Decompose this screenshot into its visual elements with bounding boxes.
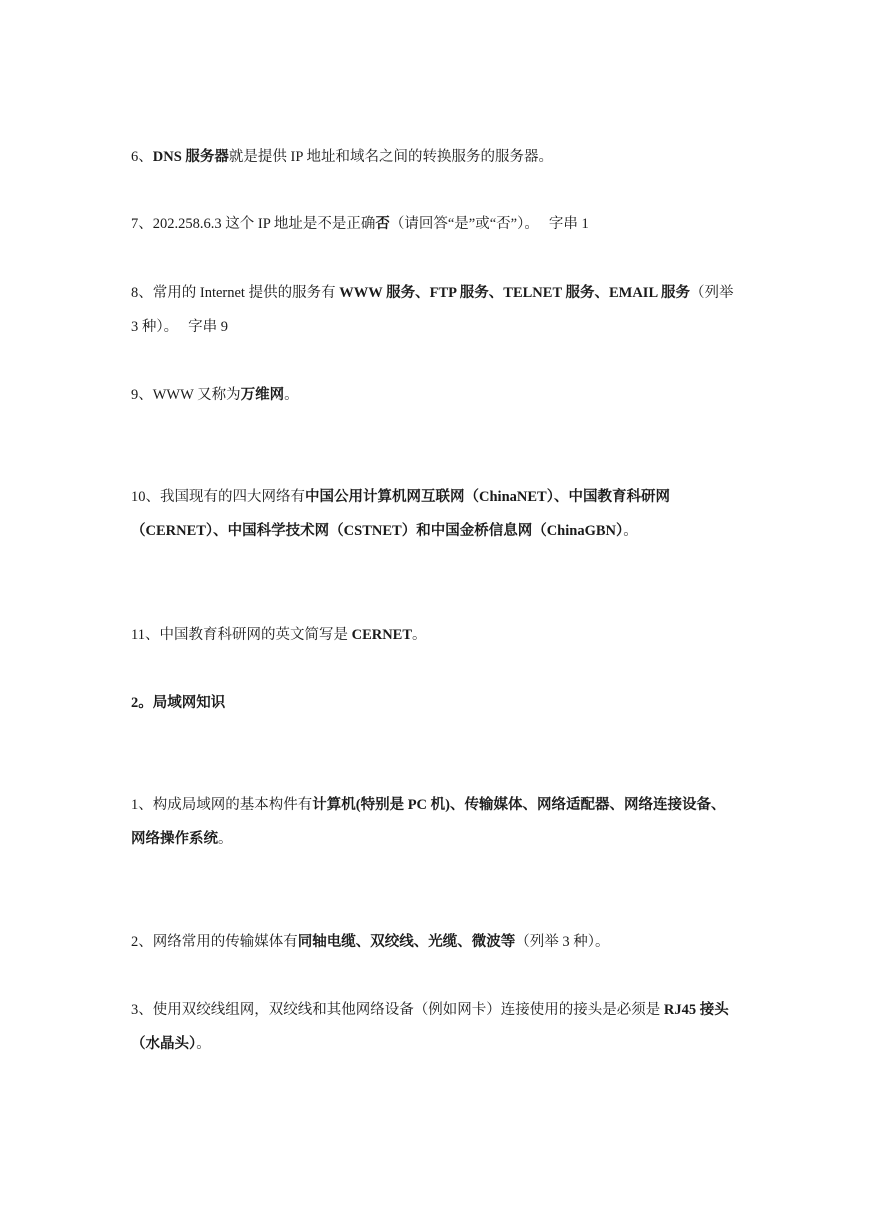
answer-text: RJ45 接头（水晶头） bbox=[131, 1002, 729, 1052]
item-11-cernet bbox=[131, 618, 739, 652]
item-1-lan-components bbox=[131, 788, 739, 856]
item-text: 11、中国教育科研网的英文简写是 bbox=[131, 627, 352, 643]
item-text: （请回答“是”或“否”）。 bbox=[389, 216, 539, 232]
item-text: 9、WWW 又称为 bbox=[131, 387, 241, 403]
item-8-internet-services bbox=[131, 276, 739, 344]
watermark-text: 字串 9 bbox=[188, 319, 228, 335]
item-text: 2、网络常用的传输媒体有 bbox=[131, 934, 298, 950]
answer-text: DNS 服务器 bbox=[152, 149, 229, 165]
watermark-text: 字串 1 bbox=[548, 216, 589, 232]
item-2-transmission-media bbox=[131, 925, 739, 959]
answer-text: 中国公用计算机网互联网（ChinaNET）、中国教育科研网（CERNET）、中国科学技术网（CSTNET）和中国金桥信息网（ChinaGBN） bbox=[131, 489, 670, 539]
item-7-ip-address bbox=[131, 207, 739, 241]
item-text: 。 bbox=[218, 831, 233, 847]
section-heading-lan bbox=[131, 686, 739, 720]
item-text: 1、构成局域网的基本构件有 bbox=[131, 797, 313, 813]
item-3-rj45 bbox=[131, 993, 739, 1061]
item-text: 7、202.258.6.3 这个 IP 地址是不是正确 bbox=[131, 216, 376, 232]
item-text: 。 bbox=[623, 523, 638, 539]
item-text: 。 bbox=[284, 387, 299, 403]
item-6-dns bbox=[131, 140, 739, 174]
item-text: 8、常用的 Internet 提供的服务有 bbox=[131, 285, 340, 301]
item-9-www bbox=[131, 378, 739, 412]
answer-text: 万维网 bbox=[240, 387, 285, 403]
item-text: （列举 3 种）。 bbox=[515, 934, 610, 950]
item-text: 10、我国现有的四大网络有 bbox=[131, 489, 305, 505]
section-heading-text: 2。局域网知识 bbox=[131, 695, 226, 711]
answer-text: WWW 服务、FTP 服务、TELNET 服务、EMAIL 服务 bbox=[339, 285, 690, 301]
item-text: 就是提供 IP 地址和域名之间的转换服务的服务器。 bbox=[228, 149, 553, 165]
answer-text: 同轴电缆、双绞线、光缆、微波等 bbox=[297, 934, 516, 950]
answer-text: 否 bbox=[375, 216, 390, 232]
answer-text: 计算机(特别是 PC 机)、传输媒体、网络适配器、网络连接设备、网络操作系统 bbox=[131, 797, 726, 847]
item-text: 。 bbox=[412, 627, 427, 643]
item-text: （列举 3 种）。 bbox=[131, 285, 734, 335]
answer-text: CERNET bbox=[351, 627, 413, 643]
item-10-four-networks bbox=[131, 480, 739, 548]
item-text: 6、 bbox=[131, 149, 153, 165]
item-text: 。 bbox=[196, 1036, 211, 1052]
item-text: 3、使用双绞线组网，双绞线和其他网络设备（例如网卡）连接使用的接头是必须是 bbox=[131, 1002, 664, 1018]
